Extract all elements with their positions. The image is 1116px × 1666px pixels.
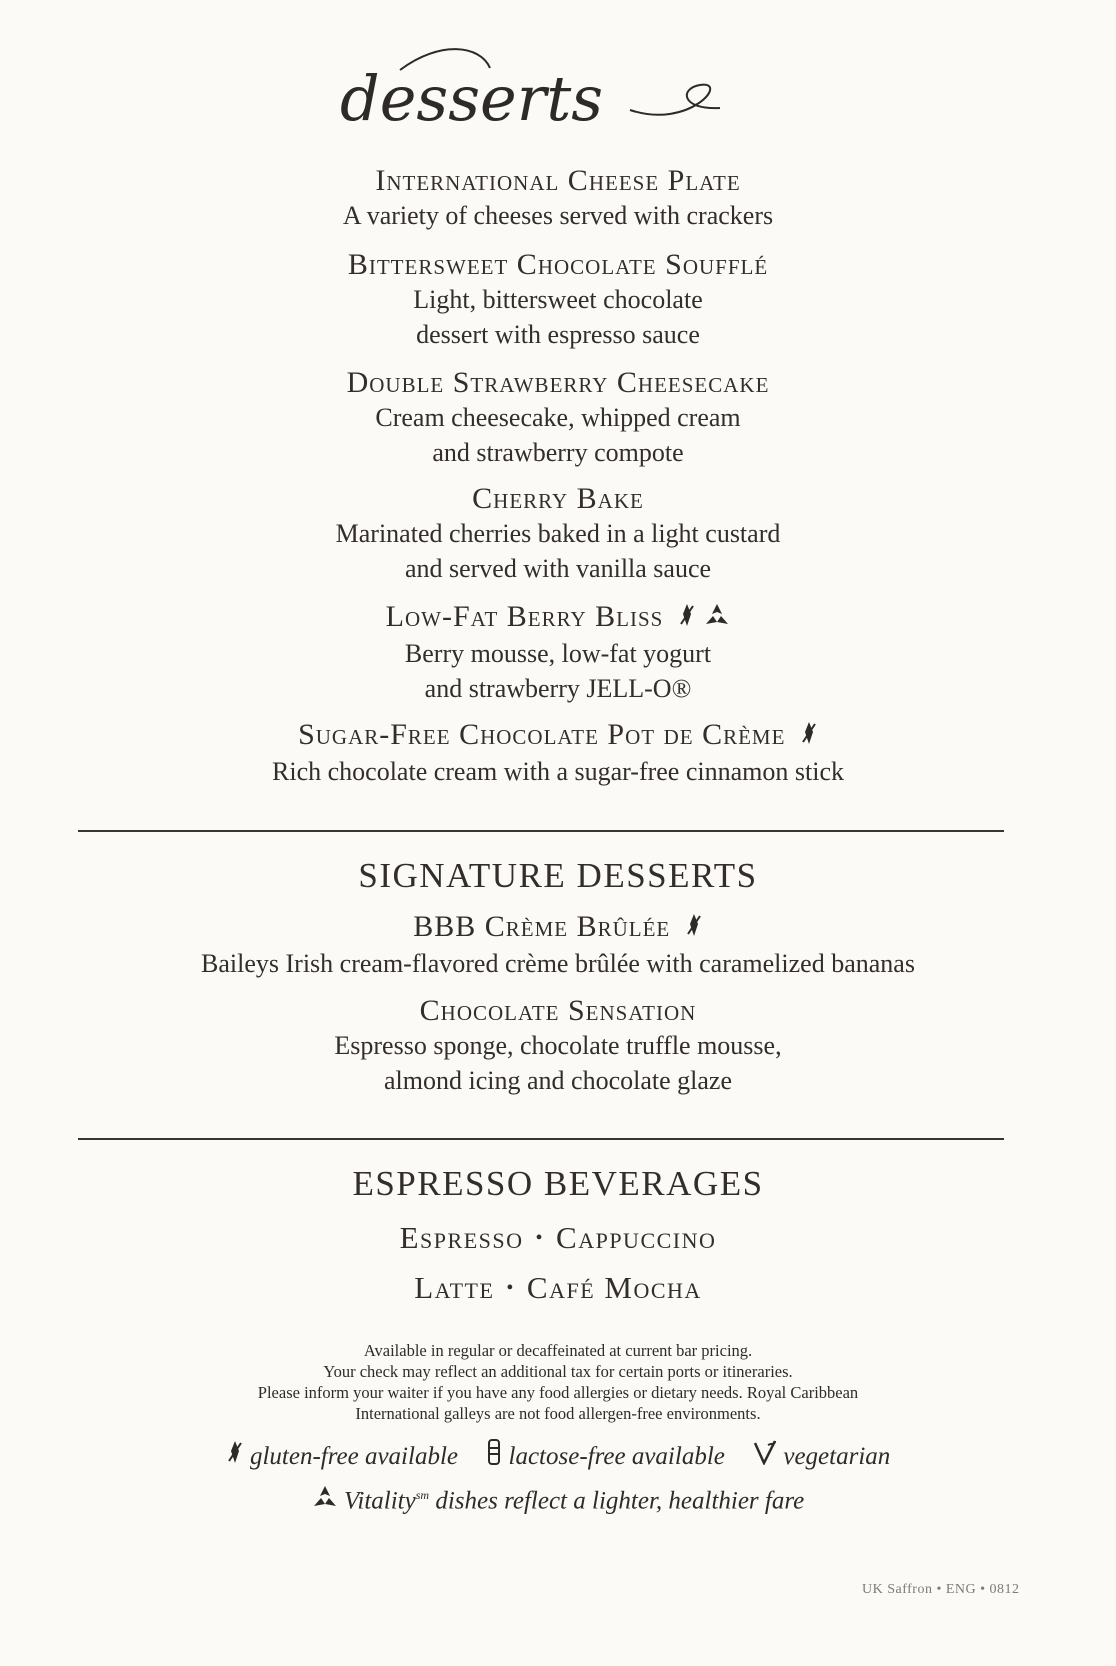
item-desc: Light, bittersweet chocolate xyxy=(413,285,703,314)
dessert-item-6 xyxy=(0,718,1116,789)
legend-vitality-text: dishes reflect a lighter, healthier fare xyxy=(435,1487,805,1515)
section-heading: ESPRESSO BEVERAGES xyxy=(352,1164,764,1203)
fine-print-line: Available in regular or decaffeinated at current bar pricing. xyxy=(363,1341,753,1360)
beverage-name: Cappuccino xyxy=(556,1220,717,1255)
item-desc: and strawberry compote xyxy=(432,438,684,467)
vegetarian-icon xyxy=(753,1439,777,1477)
item-name: Sugar-Free Chocolate Pot de Crème xyxy=(298,718,786,751)
item-name: Low-Fat Berry Bliss xyxy=(385,600,664,633)
section-heading: SIGNATURE DESSERTS xyxy=(358,856,758,895)
item-desc: Baileys Irish cream-flavored crème brûlée with caramelized bananas xyxy=(201,949,915,979)
item-desc: and strawberry JELL-O® xyxy=(424,674,692,704)
legend-row-2 xyxy=(0,1476,1116,1522)
section-divider xyxy=(78,1138,1004,1140)
signature-section xyxy=(0,856,1116,896)
gluten-free-icon xyxy=(685,912,703,946)
item-desc: almond icing and chocolate glaze xyxy=(384,1066,732,1095)
item-name: BBB Crème Brûlée xyxy=(413,910,671,943)
menu-title xyxy=(330,40,750,150)
beverage-name: Café Mocha xyxy=(526,1270,702,1305)
desserts-script-title xyxy=(330,40,750,150)
espresso-row-1 xyxy=(0,1220,1116,1256)
bullet-separator: • xyxy=(506,1277,515,1299)
item-desc: and served with vanilla sauce xyxy=(404,554,712,583)
dessert-item-1 xyxy=(0,164,1116,233)
dessert-item-4 xyxy=(0,482,1116,586)
gluten-free-icon xyxy=(678,602,696,636)
gluten-free-icon xyxy=(800,720,818,754)
legend-row-1 xyxy=(0,1438,1116,1478)
lactose-free-icon xyxy=(486,1438,502,1478)
fine-print-line: Please inform your waiter if you have any food allergies or dietary needs. Royal Caribbean xyxy=(257,1383,859,1402)
legend-vegetarian: vegetarian xyxy=(783,1443,891,1470)
beverage-name: Espresso xyxy=(399,1220,524,1255)
fine-print-line: International galleys are not food allergen-free environments. xyxy=(355,1404,761,1423)
item-name: Double Strawberry Cheesecake xyxy=(346,366,770,399)
gluten-free-icon xyxy=(226,1439,244,1477)
signature-item-2 xyxy=(0,994,1116,1098)
dessert-item-3 xyxy=(0,366,1116,470)
espresso-row-2 xyxy=(0,1270,1116,1306)
dessert-item-2 xyxy=(0,248,1116,352)
item-desc: Marinated cherries baked in a light custard xyxy=(335,519,781,548)
item-desc: Espresso sponge, chocolate truffle mousse, xyxy=(334,1031,782,1060)
beverage-name: Latte xyxy=(414,1270,495,1305)
item-desc: dessert with espresso sauce xyxy=(416,320,700,349)
bullet-separator: • xyxy=(535,1227,545,1249)
item-desc: Rich chocolate cream with a sugar-free cinnamon stick xyxy=(272,757,844,787)
legend-lactose-free: lactose-free available xyxy=(508,1443,725,1470)
service-mark: sm xyxy=(415,1488,430,1502)
item-name: Chocolate Sensation xyxy=(419,994,697,1027)
dessert-item-5 xyxy=(0,600,1116,706)
title-text: desserts xyxy=(340,62,604,135)
vitality-icon xyxy=(312,1484,338,1522)
section-divider xyxy=(78,830,1004,832)
signature-item-1 xyxy=(0,910,1116,981)
vitality-icon xyxy=(704,602,730,636)
fine-print-line: Your check may reflect an additional tax for certain ports or itineraries. xyxy=(323,1362,793,1381)
item-desc: Berry mousse, low-fat yogurt xyxy=(404,639,712,669)
item-name-row xyxy=(0,600,1116,636)
legend-vitality-name: Vitality xyxy=(343,1487,416,1515)
item-name: International Cheese Plate xyxy=(375,164,741,197)
item-desc: A variety of cheeses served with crackers xyxy=(342,201,774,230)
item-name-row xyxy=(0,718,1116,754)
fine-print xyxy=(0,1340,1116,1424)
item-desc: Cream cheesecake, whipped cream xyxy=(375,403,741,432)
menu-code: UK Saffron • ENG • 0812 xyxy=(862,1582,1020,1597)
item-name: Bittersweet Chocolate Soufflé xyxy=(347,248,769,281)
item-name: Cherry Bake xyxy=(472,482,644,515)
espresso-section xyxy=(0,1164,1116,1204)
legend-gluten-free: gluten-free available xyxy=(249,1443,458,1470)
item-name-row xyxy=(0,910,1116,946)
